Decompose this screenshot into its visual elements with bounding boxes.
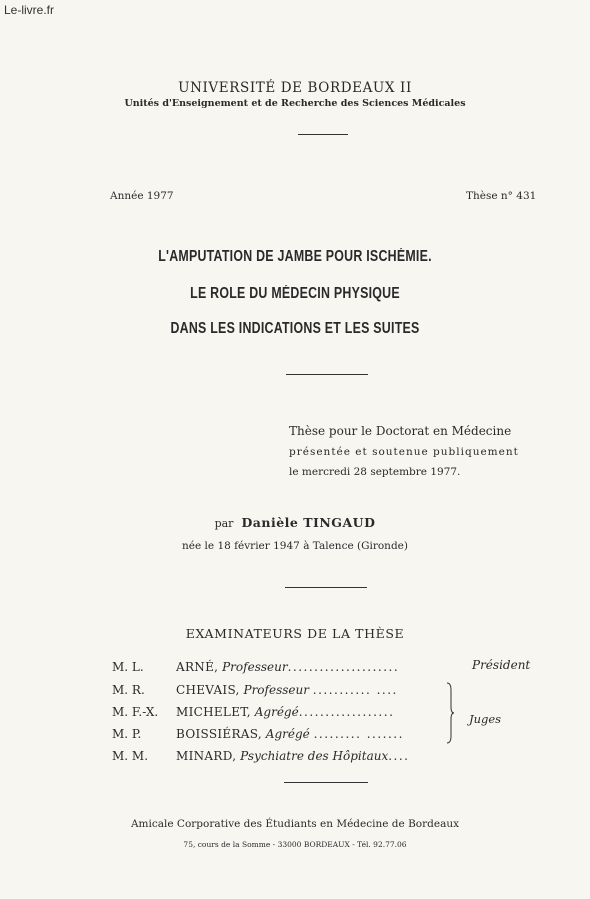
author-prefix: par [214,517,234,530]
examiner-row [112,705,394,723]
examiner-dots: ........... .... [312,683,398,697]
divider [298,134,348,135]
president-label: Président [472,658,531,672]
examiner-role: Agrégé [265,727,310,741]
judges-label: Juges [469,712,502,726]
unit-name: Unités d'Enseignement et de Recherche des Sciences Médicales [124,98,466,109]
examiner-initials: M. M. [112,749,149,763]
examiner-row [112,749,409,767]
author-line [0,515,590,530]
examiner-row [112,683,398,701]
examiner-dots: ......... ....... [313,727,404,741]
title-line-3: DANS LES INDICATIONS ET LES SUITES [170,320,420,337]
thesis-presentation: présentée et soutenue publiquement [289,446,519,458]
judges-brace [446,682,454,744]
examiner-row [112,660,399,678]
divider [284,782,368,783]
watermark: Le-livre.fr [4,3,55,17]
author-birth: née le 18 février 1947 à Talence (Gironde) [182,540,408,552]
title-line-1: L'AMPUTATION DE JAMBE POUR ISCHÉMIE. [158,248,432,265]
examiner-name: MICHELET, [176,705,251,719]
examiner-name: MINARD, [176,749,237,763]
examiner-initials: M. L. [112,660,144,674]
thesis-date: le mercredi 28 septembre 1977. [289,466,461,478]
association-name: Amicale Corporative des Étudiants en Médecine de Bordeaux [130,818,460,830]
examiner-dots: .... [388,749,410,763]
examiner-initials: M. P. [112,727,142,741]
year-label: Année 1977 [110,190,174,202]
examiner-dots: ..................... [287,660,400,674]
divider [285,587,367,588]
university-name: UNIVERSITÉ DE BORDEAUX II [178,80,412,96]
author-name: Danièle TINGAUD [241,515,376,530]
title-line-2: LE ROLE DU MÉDECIN PHYSIQUE [190,285,400,302]
examiner-name: ARNÉ, [176,660,219,674]
examiner-initials: M. R. [112,683,145,697]
divider [286,374,368,375]
examiner-dots: .................. [298,705,395,719]
association-address: 75, cours de la Somme - 33000 BORDEAUX - Tél. 92.77.06 [183,840,407,849]
examiner-role: Agrégé [254,705,299,719]
examiner-name: CHEVAIS, [176,683,240,697]
thesis-degree: Thèse pour le Doctorat en Médecine [289,424,512,438]
examiner-row [112,727,404,745]
examiner-role: Psychiatre des Hôpitaux [240,749,389,763]
thesis-number: Thèse n° 431 [466,190,537,202]
examiners-title: EXAMINATEURS DE LA THÈSE [185,626,405,641]
examiner-name: BOISSIÉRAS, [176,727,262,741]
examiner-initials: M. F.-X. [112,705,159,719]
examiner-role: Professeur [222,660,288,674]
examiner-role: Professeur [243,683,309,697]
